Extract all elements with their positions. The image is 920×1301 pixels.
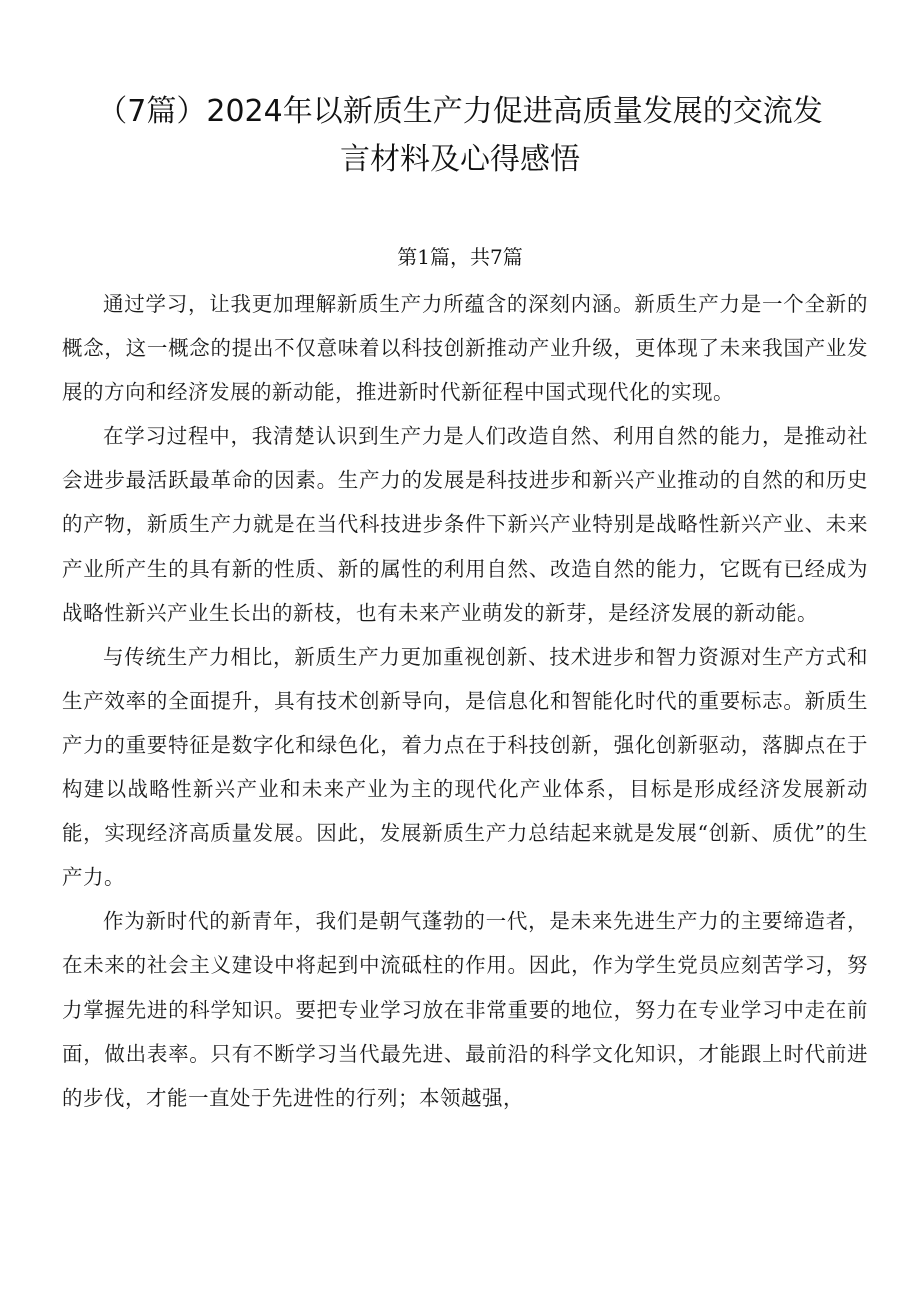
paragraph-1: 通过学习，让我更加理解新质生产力所蕴含的深刻内涵。新质生产力是一个全新的概念，这一概念的提出不仅意味着以科技创新推动产业升级，更体现了未来我国产业发展的方向和经济发展的新动能，推进新时代新征程中国式现代化的实现。: [62, 292, 868, 405]
paragraph-2: 在学习过程中，我清楚认识到生产力是人们改造自然、利用自然的能力，是推动社会进步最活跃最革命的因素。生产力的发展是科技进步和新兴产业推动的自然的和历史的产物，新质生产力就是在当代科技进步条件下新兴产业特别是战略性新兴产业、未来产业所产生的具有新的性质、新的属性的利用自然、改造自然的能力，它既有已经成为战略性新兴产业生长出的新枝，也有未来产业萌发的新芽，是经济发展的新动能。: [62, 424, 868, 625]
document-title-line-1: （7篇）2024年以新质生产力促进高质量发展的交流发: [97, 94, 823, 129]
document-body: [62, 282, 868, 1120]
paragraph-4: 作为新时代的新青年，我们是朝气蓬勃的一代，是未来先进生产力的主要缔造者，在未来的社会主义建设中将起到中流砥柱的作用。因此，作为学生党员应刻苦学习，努力掌握先进的科学知识。要把专业学习放在非常重要的地位，努力在专业学习中走在前面，做出表率。只有不断学习当代最先进、最前沿的科学文化知识，才能跟上时代前进的步伐，才能一直处于先进性的行列；本领越强，: [62, 909, 868, 1110]
part-heading: 第1篇，共7篇: [397, 245, 523, 269]
document-title-line-2: 言材料及心得感悟: [340, 142, 580, 177]
paragraph-3: 与传统生产力相比，新质生产力更加重视创新、技术进步和智力资源对生产方式和生产效率的全面提升，具有技术创新导向，是信息化和智能化时代的重要标志。新质生产力的重要特征是数字化和绿色化，着力点在于科技创新，强化创新驱动，落脚点在于构建以战略性新兴产业和未来产业为主的现代化产业体系，目标是形成经济发展新动能，实现经济高质量发展。因此，发展新质生产力总结起来就是发展“创新、质优”的生产力。: [62, 644, 868, 890]
document-title: [60, 88, 860, 184]
